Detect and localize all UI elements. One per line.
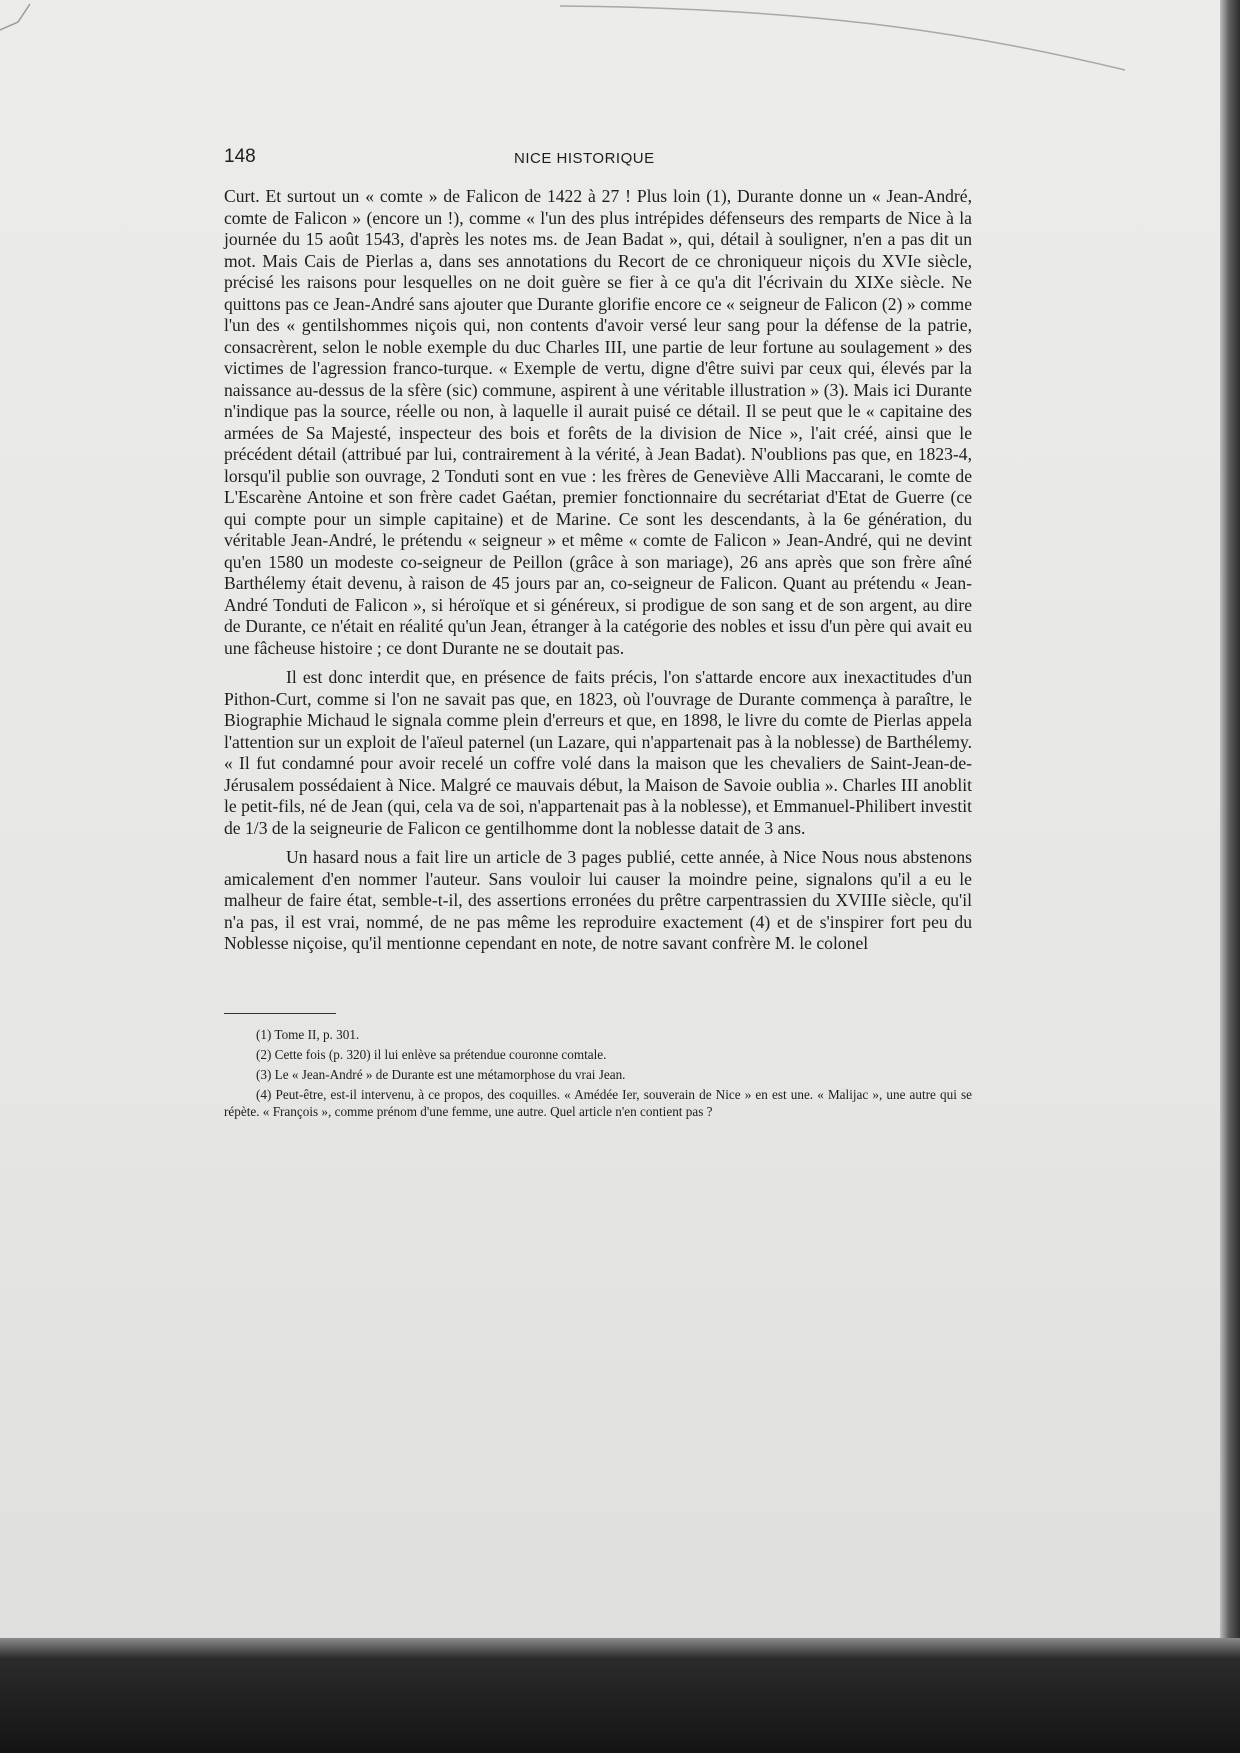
body-paragraph: Un hasard nous a fait lire un article de 3 pages publié, cette année, à Nice Nous nous abstenons amicalement d'en nommer l'auteur. Sans vouloir lui causer la moindre peine, signalons qu'il a eu le malheur de faire état, semble-t-il, des assertions erronées du prêtre carpentrassien du XVIIIe siècle, qu'il n'a pas, il est vrai, nommé, de ne pas même les reproduire exactement (4) et de s'inspirer fort peu du Noblesse niçoise, qu'il mentionne cependant en note, de notre savant confrère M. le colonel bbox=[224, 847, 972, 953]
footnote: (1) Tome II, p. 301. bbox=[256, 1026, 360, 1042]
body-paragraph: Il est donc interdit que, en présence de faits précis, l'on s'attarde encore aux inexactitudes d'un Pithon-Curt, comme si l'on ne savait pas que, en 1823, où l'ouvrage de Durante commença à paraître, le Biographie Michaud le signala comme plein d'erreurs et que, en 1898, le livre du comte de Pierlas appela l'attention sur un exploit de l'aïeul paternel (un Lazare, qui n'appartenait pas à la noblesse) de Barthélemy. « Il fut condamné pour avoir recelé un coffre volé dans la maison que les chevaliers de Saint-Jean-de-Jérusalem possédaient à Nice. Malgré ce mauvais début, la Maison de Savoie oublia ». Charles III anoblit le petit-fils, né de Jean (qui, cela va de soi, n'appartenait pas à la noblesse), et Emmanuel-Philibert investit de 1/3 de la seigneurie de Falicon ce gentilhomme dont la noblesse datait de 3 ans. bbox=[224, 667, 972, 838]
document-page bbox=[224, 146, 972, 1123]
footnote: (2) Cette fois (p. 320) il lui enlève sa prétendue couronne comtale. bbox=[256, 1046, 607, 1062]
body-text bbox=[224, 186, 972, 955]
scanner-bottom-shadow bbox=[0, 1638, 1240, 1753]
footnote: (3) Le « Jean-André » de Durante est une métamorphose du vrai Jean. bbox=[256, 1066, 626, 1082]
page-number: 148 bbox=[224, 146, 256, 167]
running-header bbox=[224, 146, 972, 176]
book-spine-shadow bbox=[1220, 0, 1240, 1640]
footnotes bbox=[224, 1026, 972, 1120]
footnote-separator bbox=[224, 1013, 336, 1014]
body-paragraph: Curt. Et surtout un « comte » de Falicon de 1422 à 27 ! Plus loin (1), Durante donne un « Jean-André, comte de Falicon » (encore un !), comme « l'un des plus intrépides défenseurs des remparts de Nice à la journée du 15 août 1543, d'après les notes ms. de Jean Badat », qui, détail à souligner, n'en a pas dit un mot. Mais Cais de Pierlas a, dans ses annotations du Recort de ce chroniqueur niçois du XVIe siècle, précisé les raisons pour lesquelles on ne doit guère se fier à ce qu'a dit l'écrivain du XIXe siècle. Ne quittons pas ce Jean-André sans ajouter que Durante glorifie encore ce « seigneur de Falicon (2) » comme l'un des « gentilshommes niçois qui, non contents d'avoir versé leur sang pour la défense de la patrie, consacrèrent, selon le noble exemple du duc Charles III, une partie de leur fortune au soulagement » des victimes de l'agression franco-turque. « Exemple de vertu, digne d'être suivi par ceux qui, élevés par la naissance au-dessus de la sfère (sic) commune, aspirent à une véritable illustration » (3). Mais ici Durante n'indique pas la source, réelle ou non, à laquelle il aurait puisé ce détail. Il se peut que le « capitaine des armées de Sa Majesté, inspecteur des bois et forêts de la division de Nice », l'ait créé, ainsi que le précédent détail (attribué par lui, contrairement à la vérité, à Jean Badat). N'oublions pas que, en 1823-4, lorsqu'il publie son ouvrage, 2 Tonduti sont en vue : les frères de Geneviève Alli Maccarani, le comte de L'Escarène Antoine et son frère cadet Gaétan, premier fonctionnaire du secrétariat d'Etat de Guerre (ce qui compte pour un simple capitaine) et de Marine. Ce sont les descendants, à la 6e génération, du véritable Jean-André, le prétendu « seigneur » et même « comte de Falicon » Jean-André, qui ne devint qu'en 1580 un modeste co-seigneur de Peillon (grâce à son mariage), 26 ans après que son frère aîné Barthélemy était devenu, à raison de 45 jours par an, co-seigneur de Falicon. Quant au prétendu « Jean-André Tonduti de Falicon », si héroïque et si généreux, si prodigue de son sang et de son argent, au dire de Durante, ce n'était en réalité qu'un Jean, étranger à la catégorie des nobles et issu d'un père qui avait eu une fâcheuse histoire ; ce dont Durante ne se doutait pas. bbox=[224, 186, 972, 658]
footnote: (4) Peut-être, est-il intervenu, à ce propos, des coquilles. « Amédée Ier, souverain de Nice » en est une. « Malijac », une autre qui se répète. « François », comme prénom d'une femme, une autre. Quel article n'en contient pas ? bbox=[224, 1086, 972, 1119]
running-title: NICE HISTORIQUE bbox=[514, 150, 655, 167]
